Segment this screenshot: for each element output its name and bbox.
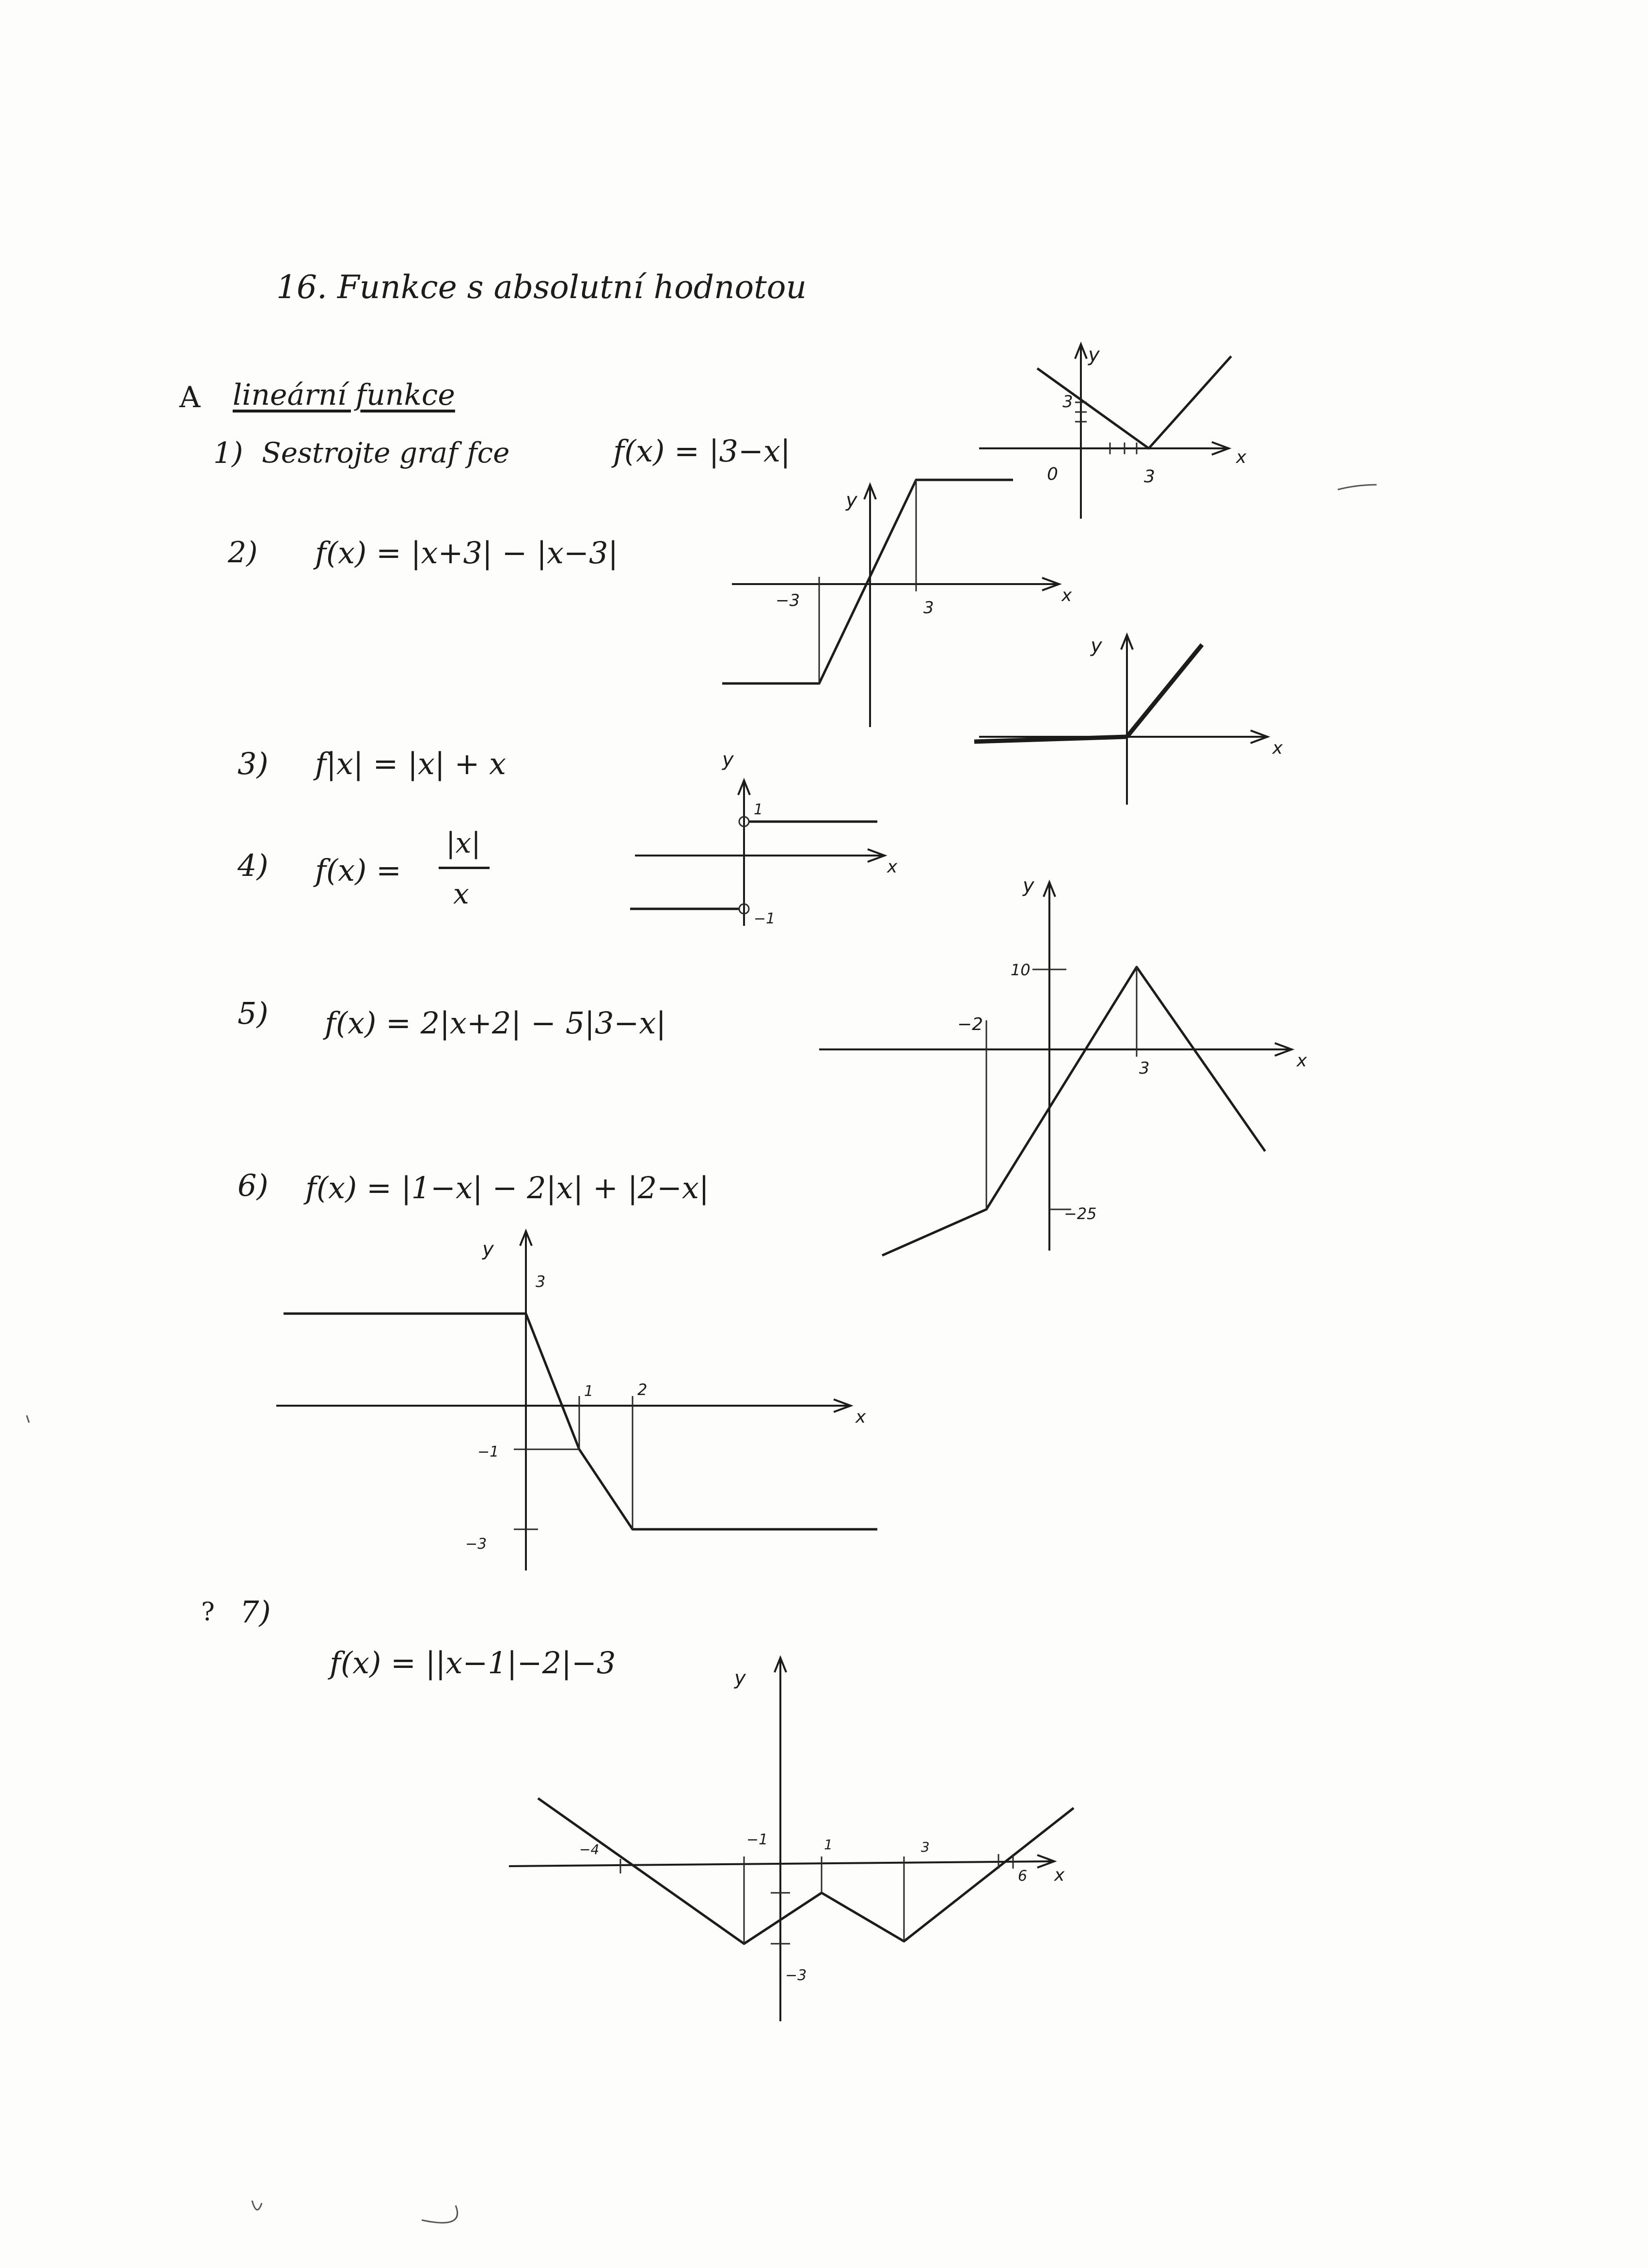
problem-1-label: 1) (213, 436, 243, 470)
tick-label: 1 (824, 1837, 833, 1853)
tick-label: 1 (754, 801, 763, 818)
tick-label: 10 (1011, 961, 1030, 979)
tick-label: 1 (584, 1383, 594, 1400)
problem-1-instruction: Sestrojte graf fce (262, 436, 510, 469)
x-axis-label: x (887, 857, 898, 877)
problem-1-function: f(x) = |3−x| (613, 433, 791, 469)
y-axis-label: y (734, 1667, 746, 1689)
tick-label: 3 (1062, 392, 1073, 412)
x-axis-label: x (856, 1407, 866, 1427)
tick-label: −3 (465, 1536, 487, 1553)
tick-label: −1 (754, 910, 776, 927)
x-axis-label: x (1297, 1051, 1307, 1071)
y-axis-label: y (1023, 874, 1034, 897)
tick-label: −4 (579, 1841, 600, 1857)
stray-mark (27, 1415, 29, 1423)
tick-label: 3 (536, 1272, 546, 1291)
problem-3-label: 3) (238, 746, 269, 781)
tick-label: −25 (1064, 1205, 1097, 1223)
x-axis-label: x (1062, 586, 1072, 605)
problem-4-numerator: |x| (446, 826, 481, 859)
section-heading: lineární funkce (233, 378, 455, 412)
x-axis-label: x (1054, 1865, 1065, 1885)
y-axis-label: y (1088, 344, 1100, 366)
problem-2-function: f(x) = |x+3| − |x−3| (315, 535, 618, 571)
problem-4-denominator: x (453, 877, 469, 910)
problem-7-label: 7) (240, 1594, 271, 1630)
tick-label: 3 (1139, 1059, 1150, 1078)
problem-6-function: f(x) = |1−x| − 2|x| + |2−x| (305, 1170, 709, 1205)
problem-7-function: f(x) = ||x−1|−2|−3 (330, 1645, 616, 1681)
stray-mark (252, 2201, 262, 2210)
tick-label: −1 (477, 1443, 499, 1460)
tick-label: −2 (957, 1015, 983, 1034)
problem-2-label: 2) (228, 536, 258, 570)
problem-3-function: f|x| = |x| + x (315, 746, 507, 781)
section-letter: A (179, 381, 201, 414)
tick-label: −1 (746, 1831, 768, 1848)
x-axis-label: x (1236, 447, 1247, 467)
problem-4-function-lhs: f(x) = (315, 853, 401, 888)
tick-label: −3 (785, 1967, 807, 1984)
question-mark: ? (201, 1598, 215, 1627)
y-axis-label: y (1091, 634, 1102, 657)
problem-4-label: 4) (238, 848, 269, 883)
problem-5-label: 5) (238, 996, 269, 1031)
tick-label: 3 (923, 598, 934, 618)
tick-label: 6 (1018, 1868, 1028, 1885)
tick-label: 2 (637, 1380, 648, 1399)
page-title: 16. Funkce s absolutní hodnotou (276, 269, 807, 306)
y-axis-label: y (482, 1238, 494, 1260)
y-axis-label: y (722, 748, 734, 771)
stray-mark (422, 2205, 458, 2223)
problem-6-label: 6) (238, 1168, 269, 1203)
problem-5-function: f(x) = 2|x+2| − 5|3−x| (325, 1005, 666, 1041)
y-axis-label: y (846, 489, 857, 511)
tick-label: 0 (1047, 464, 1058, 484)
x-axis-label: x (1272, 738, 1283, 758)
tick-label: −3 (776, 591, 800, 610)
tick-label: 3 (1144, 467, 1155, 487)
tick-label: 3 (921, 1839, 930, 1855)
